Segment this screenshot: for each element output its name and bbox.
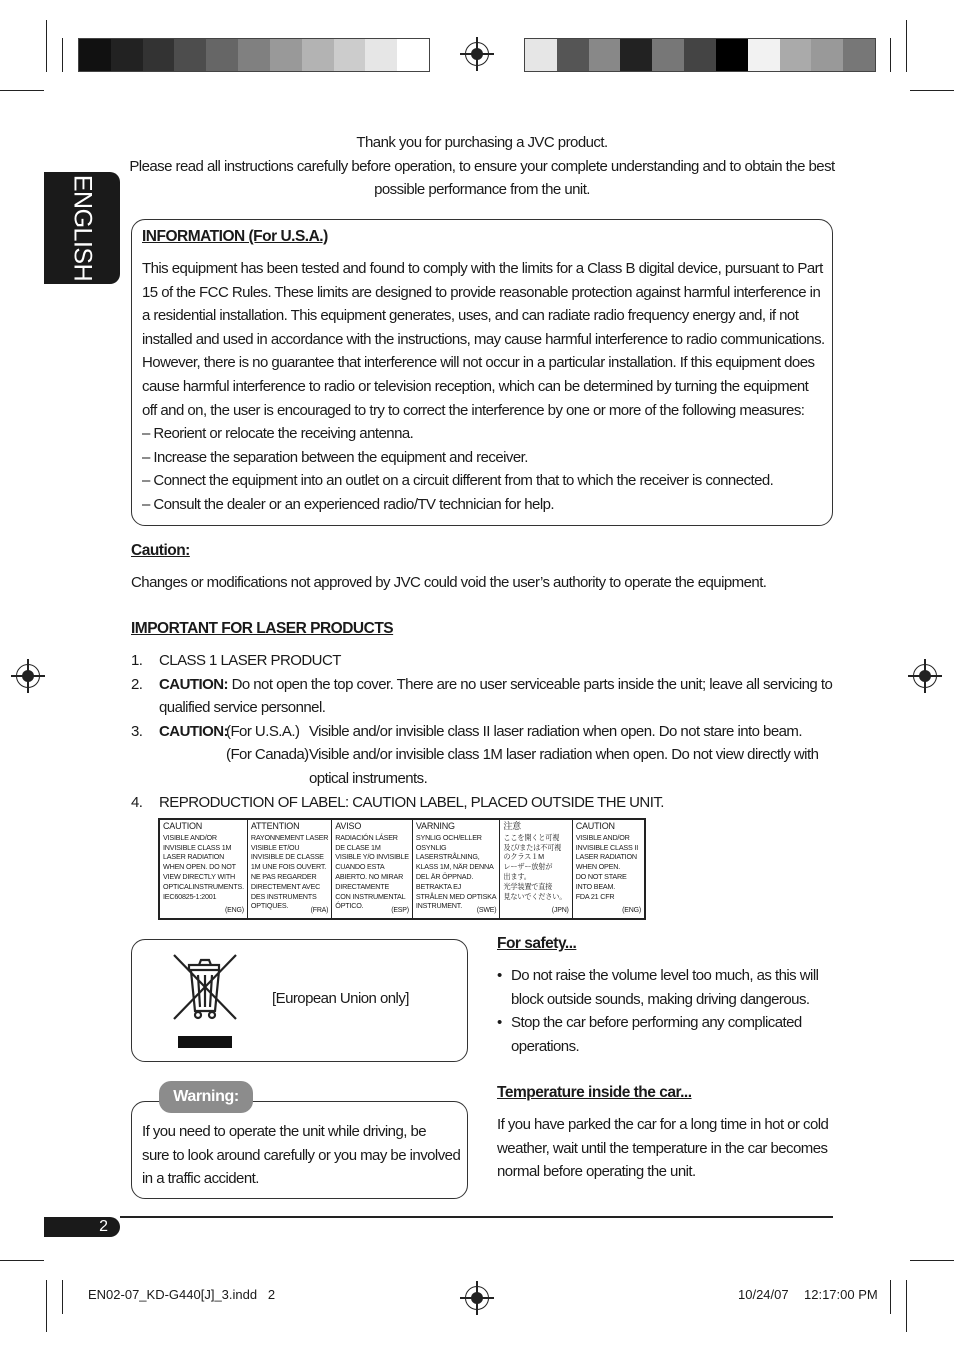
info-line: installed and used in accordance with the instructions, may cause harmful interference to radio communications.: [142, 330, 825, 348]
label-line: INVISIBLE CLASS 1M: [163, 842, 232, 852]
color-swatch: [652, 39, 684, 71]
language-tab: [44, 172, 120, 284]
page-number-tab: [44, 1217, 120, 1237]
label-language-code: (ENG): [225, 907, 244, 915]
item-text-b: qualified service personnel.: [159, 699, 326, 717]
label-line: VISIBLE Y/O INVISIBLE: [335, 852, 409, 862]
color-swatch: [365, 39, 397, 71]
info-line: cause harmful interference to radio or television reception, which can be determined by turning the equipment: [142, 377, 809, 395]
info-line: – Connect the equipment into an outlet on a circuit different from that to which the receiver is connected.: [142, 472, 774, 490]
caution-label: CAUTION:: [159, 675, 228, 693]
temperature-title: Temperature inside the car...: [497, 1084, 692, 1101]
label-line: BETRAKTA EJ: [415, 881, 462, 891]
info-line: a residential installation. This equipment generates, uses, and can radiate radio frequency energy and, if not: [142, 307, 799, 325]
safety-list: [497, 964, 837, 1058]
label-line: DE CLASE 1M: [335, 842, 381, 852]
item-number: 4.: [131, 793, 143, 811]
label-line: WHEN OPEN.: [575, 862, 621, 872]
item-number: 3.: [131, 722, 143, 740]
label-line: DIRECTEMENT AVEC: [250, 881, 321, 891]
label-line: VISIBLE ET/OU: [250, 842, 300, 852]
crop-mark: [906, 20, 907, 72]
temperature-line: normal before operating the unit.: [497, 1163, 696, 1181]
color-swatch: [302, 39, 334, 71]
label-language-code: (ESP): [391, 907, 409, 915]
bullet-line: block outside sounds, making driving dangerous.: [511, 990, 810, 1008]
safety-bullet: • Do not raise the volume level too much, as this will block outside sounds, making driving dangerous.: [497, 964, 837, 1011]
caution-body: Changes or modifications not approved by JVC could void the user’s authority to operate the equipment.: [131, 574, 767, 591]
label-line: VISIBLE AND/OR: [163, 832, 217, 842]
crop-mark: [62, 1280, 63, 1314]
color-swatch: [270, 39, 302, 71]
label-line: VIEW DIRECTLY WITH: [163, 871, 236, 881]
label-column: [248, 820, 332, 918]
bullet-line: Do not raise the volume level too much, as this will: [511, 967, 819, 984]
color-swatch: [780, 39, 812, 71]
label-line: SYNLIG OCH/ELLER: [415, 832, 482, 842]
temperature-body: [497, 1113, 828, 1184]
bullet-line: Stop the car before performing any complicated: [511, 1014, 802, 1032]
label-line: CON INSTRUMENTAL: [335, 891, 406, 901]
crop-mark: [910, 90, 954, 91]
language-tab-label: ENGLISH: [68, 174, 97, 282]
label-language-code: (JPN): [551, 907, 569, 915]
warning-line: sure to look around carefully or you may be involved: [142, 1146, 461, 1164]
label-column: [573, 820, 644, 918]
color-swatch: [589, 39, 621, 71]
label-line: WHEN OPEN. DO NOT: [163, 862, 236, 872]
label-line: LASER RADIATION: [163, 852, 225, 862]
label-line: DIRECTAMENTE: [335, 881, 390, 891]
crop-mark: [890, 38, 891, 72]
color-swatch: [557, 39, 589, 71]
color-swatch: [238, 39, 270, 71]
label-line: IEC60825-1:2001: [163, 891, 217, 901]
label-line: OPTICALINSTRUMENTS.: [163, 881, 244, 891]
label-line: VISIBLE AND/OR: [575, 832, 630, 842]
warning-line: If you need to operate the unit while driving, be: [142, 1123, 427, 1140]
label-column-head: ATTENTION: [250, 821, 300, 831]
intro-line: Thank you for purchasing a JVC product.: [356, 134, 608, 151]
footer-date: 10/24/07: [738, 1287, 789, 1302]
label-line: CUANDO ESTA: [335, 862, 385, 872]
info-line: – Reorient or relocate the receiving antenna.: [142, 425, 414, 443]
laser-item-2: [131, 673, 831, 720]
label-column: [500, 820, 572, 918]
registration-mark-icon: [913, 664, 937, 688]
crop-mark: [46, 1280, 47, 1332]
color-swatch: [716, 39, 748, 71]
crop-mark: [906, 1280, 907, 1332]
label-line: INVISIBLE CLASS II: [575, 842, 638, 852]
info-line: However, there is no guarantee that interference will not occur in a particular installation. If this equipment does: [142, 354, 815, 372]
item-text: REPRODUCTION OF LABEL: CAUTION LABEL, PLACED OUTSIDE THE UNIT.: [159, 793, 664, 811]
crop-mark: [890, 1280, 891, 1314]
warning-tag-label: Warning:: [173, 1088, 239, 1105]
label-language-code: (ENG): [622, 907, 642, 915]
color-swatch: [620, 39, 652, 71]
label-line: ここを開くと可視: [503, 832, 560, 842]
color-swatch: [334, 39, 366, 71]
label-line: NE PAS REGARDER: [250, 871, 317, 881]
color-swatch: [748, 39, 780, 71]
bullet-line: operations.: [511, 1037, 580, 1055]
color-swatch: [174, 39, 206, 71]
label-line: RAYONNEMENT LASER: [250, 832, 329, 842]
label-line: のクラス１M: [503, 852, 544, 862]
laser-list: [131, 649, 831, 814]
label-line: レーザー放射が: [503, 862, 553, 872]
registration-mark-icon: [465, 1286, 489, 1310]
footer-rule: [120, 1216, 833, 1218]
info-usa-title: INFORMATION (For U.S.A.): [142, 228, 328, 245]
label-line: INVISIBLE DE CLASSE: [250, 852, 324, 862]
label-line: STRÅLEN MED OPTISKA: [415, 891, 497, 901]
info-line: 15 of the FCC Rules. These limits are designed to provide reasonable protection against harmful interference in: [142, 283, 821, 301]
color-swatch: [111, 39, 143, 71]
registration-mark-icon: [16, 664, 40, 688]
warning-body: [142, 1120, 460, 1191]
label-line: LASERSTRÅLNING,: [415, 852, 480, 862]
item-number: 2.: [131, 675, 143, 693]
crop-mark: [0, 1260, 44, 1261]
color-swatch: [843, 39, 875, 71]
safety-bullet: • Stop the car before performing any complicated operations.: [497, 1011, 837, 1058]
item-text: CLASS 1 LASER PRODUCT: [159, 652, 341, 669]
crossed-bin-icon: [172, 951, 238, 1051]
label-column-head: CAUTION: [575, 821, 615, 831]
label-line: 1M UNE FOIS OUVERT.: [250, 862, 327, 872]
caution-title: Caution:: [131, 542, 190, 559]
footer-time: 12:17:00 PM: [804, 1287, 878, 1302]
crop-mark: [62, 38, 63, 72]
laser-item-1: [131, 649, 831, 673]
color-bar-left: [78, 38, 430, 72]
footer-file: EN02-07_KD-G440[J]_3.indd 2: [88, 1287, 276, 1302]
label-line: ÓPTICO.: [335, 901, 364, 911]
intro-line: possible performance from the unit.: [374, 181, 590, 199]
canada-text-b: optical instruments.: [309, 769, 428, 787]
label-line: 出ます。: [503, 871, 531, 881]
info-line: off and on, the user is encouraged to try to correct the interference by one or more of the following measures:: [142, 401, 805, 419]
label-line: INTO BEAM.: [575, 881, 616, 891]
color-swatch: [525, 39, 557, 71]
label-line: OSYNLIG: [415, 842, 447, 852]
label-line: INSTRUMENT.: [415, 901, 462, 911]
crop-mark: [0, 90, 44, 91]
warning-tag: [159, 1081, 253, 1113]
item-text: [159, 673, 832, 720]
color-swatch: [684, 39, 716, 71]
label-line: LASER RADIATION: [575, 852, 637, 862]
crop-mark: [46, 20, 47, 72]
label-line: RADIACIÓN LÁSER: [335, 832, 398, 842]
info-line: – Increase the separation between the equipment and receiver.: [142, 448, 528, 466]
label-line: 光学装置で直接: [503, 881, 553, 891]
label-line: DEL ÄR ÖPPNAD.: [415, 871, 474, 881]
intro-text: [120, 131, 844, 202]
temperature-line: weather, wait until the temperature in the car becomes: [497, 1139, 828, 1157]
label-line: ABIERTO. NO MIRAR: [335, 871, 404, 881]
label-line: 見ないでください。: [503, 891, 567, 901]
color-swatch: [206, 39, 238, 71]
laser-item-3: [131, 720, 831, 791]
label-line: KLASS 1M, NÄR DENNA: [415, 862, 494, 872]
info-usa-body: [142, 257, 828, 517]
caution-label-reproduction: [158, 818, 646, 920]
label-line: 及び/または不可視: [503, 842, 562, 852]
safety-title: For safety...: [497, 935, 577, 952]
temperature-line: If you have parked the car for a long time in hot or cold: [497, 1116, 829, 1133]
item-text-a: Do not open the top cover. There are no user serviceable parts inside the unit; leave all servicing to: [231, 675, 833, 693]
usa-label: (For U.S.A.): [226, 722, 300, 740]
canada-label: (For Canada): [226, 746, 309, 764]
color-swatch: [79, 39, 111, 71]
label-language-code: (SWE): [476, 907, 497, 915]
label-column-head: CAUTION: [163, 821, 203, 831]
label-line: OPTIQUES.: [250, 901, 289, 911]
laser-title: IMPORTANT FOR LASER PRODUCTS: [131, 620, 394, 637]
label-language-code: (FRA): [310, 907, 329, 915]
label-column: [160, 820, 248, 918]
usa-text: Visible and/or invisible class II laser radiation when open. Do not stare into beam.: [309, 722, 802, 740]
label-line: FDA 21 CFR: [575, 891, 615, 901]
warning-line: in a traffic accident.: [142, 1170, 259, 1188]
label-line: DO NOT STARE: [575, 871, 627, 881]
caution-label: CAUTION:: [159, 722, 228, 740]
label-column-head: AVISO: [335, 821, 362, 831]
color-swatch: [397, 39, 429, 71]
info-line: – Consult the dealer or an experienced radio/TV technician for help.: [142, 495, 555, 513]
item-number: 1.: [131, 652, 143, 669]
label-column-head: VARNING: [415, 821, 455, 831]
color-swatch: [143, 39, 175, 71]
color-bar-right: [524, 38, 876, 72]
label-column: [413, 820, 500, 918]
label-column: [332, 820, 413, 918]
laser-item-4: [131, 791, 831, 815]
registration-mark-icon: [465, 42, 489, 66]
eu-label: [European Union only]: [272, 990, 409, 1007]
canada-text-a: Visible and/or invisible class 1M laser radiation when open. Do not view directly with: [309, 746, 819, 764]
intro-line: Please read all instructions carefully before operation, to ensure your complete understanding and to obtain the best: [129, 157, 835, 175]
info-line: This equipment has been tested and found to comply with the limits for a Class B digital device, pursuant to Part: [142, 260, 823, 277]
crop-mark: [910, 1260, 954, 1261]
page-number: 2: [99, 1218, 108, 1235]
label-column-head: 注意: [503, 821, 521, 831]
label-line: DES INSTRUMENTS: [250, 891, 317, 901]
color-swatch: [811, 39, 843, 71]
